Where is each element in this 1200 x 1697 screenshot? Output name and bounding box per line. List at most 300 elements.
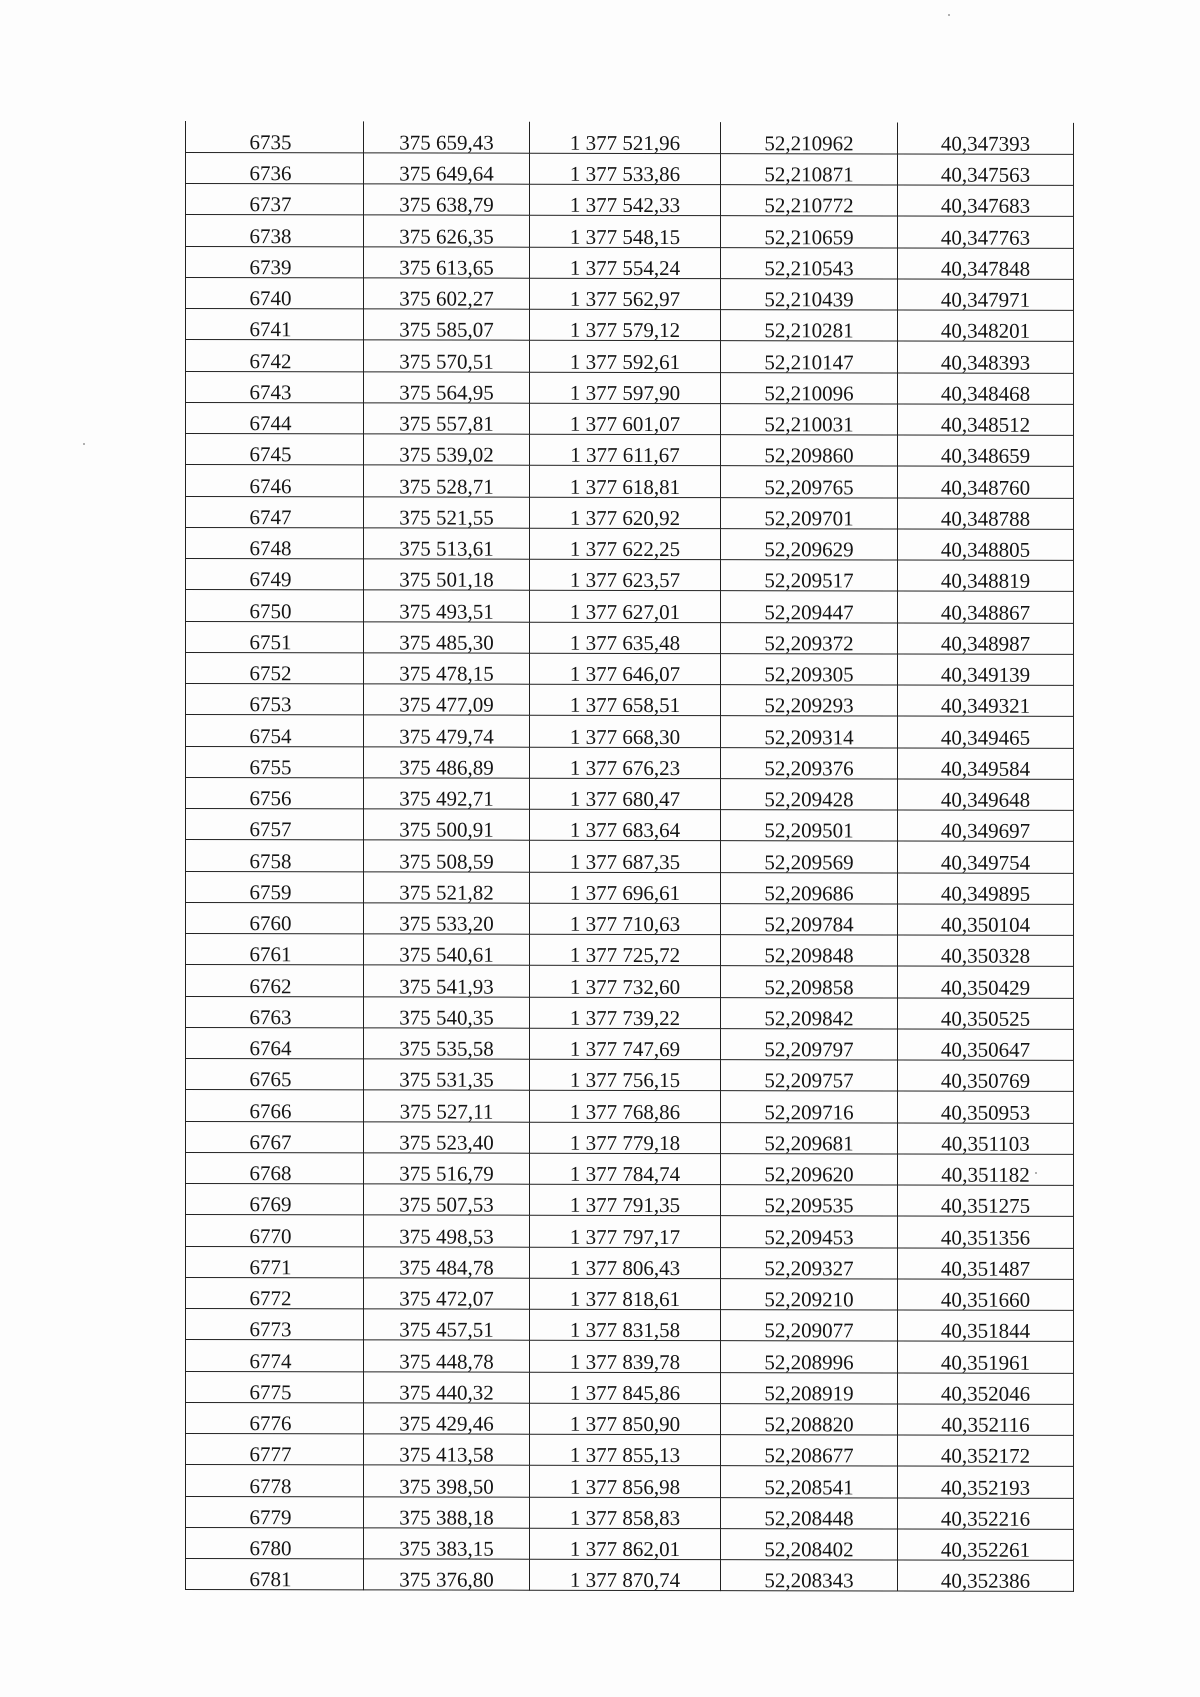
y-coordinate-cell xyxy=(530,278,721,310)
y-coordinate-cell xyxy=(530,559,721,591)
cell-value: 52,209797 xyxy=(764,1037,854,1062)
cell-value: 6779 xyxy=(249,1504,292,1529)
cell-value: 1 377 676,23 xyxy=(569,755,681,780)
y-coordinate-cell xyxy=(530,1528,721,1560)
cell-value: 40,350769 xyxy=(940,1068,1031,1094)
table-row xyxy=(186,152,1074,185)
cell-value: 375 429,46 xyxy=(399,1411,494,1436)
cell-value: 52,209428 xyxy=(764,787,854,812)
table-row xyxy=(186,871,1074,904)
cell-value: 375 528,71 xyxy=(399,473,494,499)
cell-value: 52,209842 xyxy=(764,1005,854,1031)
table-row xyxy=(186,1090,1074,1123)
cell-value: 6760 xyxy=(249,911,292,936)
cell-value: 1 377 725,72 xyxy=(569,943,681,968)
latitude-cell xyxy=(721,216,898,248)
longitude-cell xyxy=(898,1372,1074,1404)
cell-value: 375 485,30 xyxy=(399,630,494,655)
x-coordinate-cell xyxy=(364,215,530,247)
table-row xyxy=(186,215,1074,248)
x-coordinate-cell xyxy=(364,996,530,1028)
y-coordinate-cell xyxy=(530,1465,721,1497)
latitude-cell xyxy=(721,528,898,560)
point-number-cell xyxy=(186,871,364,903)
x-coordinate-cell xyxy=(364,715,530,747)
point-number-cell xyxy=(186,527,364,559)
cell-value: 40,349648 xyxy=(940,787,1031,812)
cell-value: 375 500,91 xyxy=(399,817,494,842)
cell-value: 52,210096 xyxy=(764,380,854,406)
cell-value: 6770 xyxy=(249,1223,292,1248)
latitude-cell xyxy=(721,1185,898,1217)
x-coordinate-cell xyxy=(364,246,530,278)
cell-value: 1 377 533,86 xyxy=(569,161,681,187)
x-coordinate-cell xyxy=(364,403,530,435)
longitude-cell xyxy=(898,654,1074,686)
longitude-cell xyxy=(898,1404,1074,1436)
point-number-cell xyxy=(186,434,364,466)
point-number-cell xyxy=(186,559,364,591)
cell-value: 1 377 542,33 xyxy=(569,193,681,218)
y-coordinate-cell xyxy=(530,1059,721,1091)
x-coordinate-cell xyxy=(364,1028,530,1060)
table-row xyxy=(186,1027,1074,1060)
cell-value: 6769 xyxy=(249,1192,292,1217)
latitude-cell xyxy=(721,372,898,404)
y-coordinate-cell xyxy=(530,1184,721,1216)
point-number-cell xyxy=(186,1090,364,1122)
cell-value: 375 540,35 xyxy=(399,1005,494,1030)
cell-value: 6738 xyxy=(249,223,292,248)
table-row xyxy=(186,496,1074,529)
longitude-cell xyxy=(898,216,1074,248)
cell-value: 52,209701 xyxy=(764,505,854,531)
latitude-cell xyxy=(721,1091,898,1123)
y-coordinate-cell xyxy=(530,1559,721,1591)
cell-value: 52,210659 xyxy=(764,224,854,249)
latitude-cell xyxy=(721,1216,898,1248)
cell-value: 40,348393 xyxy=(940,350,1031,375)
latitude-cell xyxy=(721,1372,898,1404)
point-number-cell xyxy=(186,371,364,403)
latitude-cell xyxy=(721,185,898,217)
point-number-cell xyxy=(186,402,364,434)
cell-value: 40,350525 xyxy=(940,1006,1031,1031)
cell-value: 52,210871 xyxy=(764,162,854,187)
cell-value: 6762 xyxy=(249,973,292,998)
cell-value: 6739 xyxy=(249,254,292,279)
cell-value: 1 377 806,43 xyxy=(569,1255,681,1280)
longitude-cell xyxy=(898,1091,1074,1123)
point-number-cell xyxy=(186,934,364,966)
x-coordinate-cell xyxy=(364,1496,530,1528)
table-row xyxy=(186,246,1074,279)
x-coordinate-cell xyxy=(364,1246,530,1278)
y-coordinate-cell xyxy=(530,153,721,185)
latitude-cell xyxy=(721,966,898,998)
cell-value: 40,352172 xyxy=(940,1443,1031,1469)
table-row xyxy=(186,1059,1074,1092)
y-coordinate-cell xyxy=(530,465,721,497)
longitude-cell xyxy=(898,435,1074,467)
longitude-cell xyxy=(898,185,1074,217)
cell-value: 1 377 862,01 xyxy=(569,1536,681,1562)
longitude-cell xyxy=(898,997,1074,1029)
cell-value: 1 377 548,15 xyxy=(569,224,681,249)
cell-value: 40,351961 xyxy=(940,1350,1031,1375)
longitude-cell xyxy=(898,154,1074,186)
table-row xyxy=(186,559,1074,592)
y-coordinate-cell xyxy=(530,1309,721,1341)
point-number-cell xyxy=(186,996,364,1028)
cell-value: 40,350429 xyxy=(940,975,1031,1000)
x-coordinate-cell xyxy=(364,1059,530,1091)
cell-value: 375 513,61 xyxy=(399,536,494,561)
cell-value: 52,208820 xyxy=(764,1412,854,1437)
longitude-cell xyxy=(898,841,1074,873)
y-coordinate-cell xyxy=(530,997,721,1029)
longitude-cell xyxy=(898,247,1074,279)
longitude-cell xyxy=(898,1466,1074,1498)
longitude-cell xyxy=(898,1341,1074,1373)
cell-value: 1 377 784,74 xyxy=(569,1161,681,1187)
cell-value: 40,351103 xyxy=(941,1131,1030,1156)
x-coordinate-cell xyxy=(364,309,530,341)
cell-value: 6767 xyxy=(249,1129,292,1154)
latitude-cell xyxy=(721,310,898,342)
cell-value: 40,352046 xyxy=(940,1381,1031,1406)
cell-value: 1 377 747,69 xyxy=(569,1036,681,1062)
longitude-cell xyxy=(898,872,1074,904)
cell-value: 1 377 779,18 xyxy=(569,1130,681,1155)
latitude-cell xyxy=(721,1278,898,1310)
cell-value: 375 540,61 xyxy=(399,942,494,967)
cell-value: 375 602,27 xyxy=(399,286,494,311)
point-number-cell xyxy=(186,777,364,809)
cell-value: 40,349895 xyxy=(940,881,1031,906)
point-number-cell xyxy=(186,277,364,309)
y-coordinate-cell xyxy=(530,622,721,654)
cell-value: 1 377 562,97 xyxy=(569,286,681,312)
table-row xyxy=(186,1309,1074,1342)
cell-value: 6759 xyxy=(249,879,292,904)
point-number-cell xyxy=(186,1559,364,1591)
table-row xyxy=(186,1465,1074,1498)
longitude-cell xyxy=(898,1029,1074,1061)
cell-value: 1 377 521,96 xyxy=(569,130,681,155)
table-row xyxy=(186,371,1074,404)
longitude-cell xyxy=(898,560,1074,592)
cell-value: 375 493,51 xyxy=(399,598,494,624)
table-row xyxy=(186,309,1074,342)
x-coordinate-cell xyxy=(364,559,530,591)
cell-value: 1 377 831,58 xyxy=(569,1318,681,1343)
table-row xyxy=(186,465,1074,498)
point-number-cell xyxy=(186,809,364,841)
cell-value: 52,210031 xyxy=(764,412,854,437)
cell-value: 1 377 646,07 xyxy=(569,661,681,687)
point-number-cell xyxy=(186,184,364,216)
scan-speck xyxy=(948,14,950,16)
coordinates-table xyxy=(185,121,1074,1592)
table-row xyxy=(186,121,1074,154)
latitude-cell xyxy=(721,278,898,310)
point-number-cell xyxy=(186,152,364,184)
latitude-cell xyxy=(721,935,898,967)
cell-value: 52,208448 xyxy=(764,1505,854,1531)
cell-value: 375 479,74 xyxy=(399,723,494,749)
latitude-cell xyxy=(721,903,898,935)
x-coordinate-cell xyxy=(364,371,530,403)
cell-value: 40,349697 xyxy=(940,818,1031,844)
x-coordinate-cell xyxy=(364,465,530,497)
latitude-cell xyxy=(721,1560,898,1592)
cell-value: 375 477,09 xyxy=(399,692,494,717)
table-row xyxy=(186,434,1074,467)
cell-value: 375 570,51 xyxy=(399,348,494,374)
cell-value: 6753 xyxy=(249,692,292,717)
y-coordinate-cell xyxy=(530,1497,721,1529)
x-coordinate-cell xyxy=(364,1278,530,1310)
cell-value: 52,208677 xyxy=(764,1443,854,1468)
cell-value: 40,348760 xyxy=(940,475,1031,500)
cell-value: 6752 xyxy=(249,661,292,686)
longitude-cell xyxy=(898,1060,1074,1092)
x-coordinate-cell xyxy=(364,871,530,903)
cell-value: 375 521,55 xyxy=(399,505,494,530)
cell-value: 375 531,35 xyxy=(399,1067,494,1092)
cell-value: 52,209757 xyxy=(764,1068,854,1093)
x-coordinate-cell xyxy=(364,1528,530,1560)
y-coordinate-cell xyxy=(530,1434,721,1466)
cell-value: 40,348788 xyxy=(940,506,1031,531)
x-coordinate-cell xyxy=(364,184,530,216)
cell-value: 1 377 680,47 xyxy=(569,786,681,812)
y-coordinate-cell xyxy=(530,215,721,247)
coordinates-table-body xyxy=(186,121,1074,1592)
cell-value: 6742 xyxy=(249,348,292,373)
cell-value: 6771 xyxy=(249,1254,292,1279)
point-number-cell xyxy=(186,1215,364,1247)
y-coordinate-cell xyxy=(530,372,721,404)
cell-value: 375 613,65 xyxy=(399,255,494,280)
cell-value: 40,350328 xyxy=(940,943,1031,969)
x-coordinate-cell xyxy=(364,1153,530,1185)
cell-value: 52,209447 xyxy=(764,599,854,624)
longitude-cell xyxy=(898,341,1074,373)
latitude-cell xyxy=(721,1060,898,1092)
table-row xyxy=(186,684,1074,717)
cell-value: 40,348867 xyxy=(940,600,1031,625)
cell-value: 375 523,40 xyxy=(399,1130,494,1155)
cell-value: 40,348468 xyxy=(940,381,1031,406)
y-coordinate-cell xyxy=(530,1153,721,1185)
longitude-cell xyxy=(898,810,1074,842)
longitude-cell xyxy=(898,404,1074,436)
table-row xyxy=(186,902,1074,935)
cell-value: 1 377 791,35 xyxy=(569,1193,681,1218)
point-number-cell xyxy=(186,684,364,716)
cell-value: 6764 xyxy=(249,1036,292,1061)
cell-value: 40,347563 xyxy=(940,162,1031,187)
table-row xyxy=(186,1434,1074,1467)
cell-value: 40,348659 xyxy=(940,443,1031,469)
cell-value: 375 376,80 xyxy=(399,1567,494,1592)
y-coordinate-cell xyxy=(530,965,721,997)
point-number-cell xyxy=(186,1184,364,1216)
longitude-cell xyxy=(898,1560,1074,1592)
point-number-cell xyxy=(186,715,364,747)
cell-value: 52,210439 xyxy=(764,287,854,312)
table-row xyxy=(186,1340,1074,1373)
latitude-cell xyxy=(721,872,898,904)
cell-value: 52,208541 xyxy=(764,1474,854,1499)
cell-value: 40,349465 xyxy=(940,725,1031,750)
cell-value: 52,210281 xyxy=(764,318,854,343)
table-row xyxy=(186,277,1074,310)
cell-value: 375 649,64 xyxy=(399,161,494,186)
cell-value: 52,209517 xyxy=(764,568,854,593)
longitude-cell xyxy=(898,779,1074,811)
cell-value: 1 377 618,81 xyxy=(569,474,681,499)
latitude-cell xyxy=(721,122,898,154)
y-coordinate-cell xyxy=(530,1028,721,1060)
y-coordinate-cell xyxy=(530,1215,721,1247)
cell-value: 6761 xyxy=(249,942,292,967)
cell-value: 1 377 683,64 xyxy=(569,818,681,843)
cell-value: 375 398,50 xyxy=(399,1473,494,1499)
table-row xyxy=(186,1527,1074,1560)
cell-value: 40,351487 xyxy=(940,1256,1031,1281)
cell-value: 6741 xyxy=(249,317,292,342)
latitude-cell xyxy=(721,560,898,592)
latitude-cell xyxy=(721,1028,898,1060)
cell-value: 375 472,07 xyxy=(399,1286,494,1311)
latitude-cell xyxy=(721,1528,898,1560)
x-coordinate-cell xyxy=(364,934,530,966)
y-coordinate-cell xyxy=(530,715,721,747)
x-coordinate-cell xyxy=(364,746,530,778)
cell-value: 375 564,95 xyxy=(399,380,494,405)
x-coordinate-cell xyxy=(364,903,530,935)
latitude-cell xyxy=(721,591,898,623)
cell-value: 52,209569 xyxy=(764,849,854,874)
cell-value: 1 377 687,35 xyxy=(569,849,681,874)
cell-value: 6749 xyxy=(249,567,292,592)
latitude-cell xyxy=(721,1153,898,1185)
x-coordinate-cell xyxy=(364,1465,530,1497)
cell-value: 52,210147 xyxy=(764,349,854,374)
cell-value: 40,350647 xyxy=(940,1037,1031,1062)
cell-value: 375 388,18 xyxy=(399,1505,494,1530)
cell-value: 375 457,51 xyxy=(399,1317,494,1342)
cell-value: 40,352116 xyxy=(941,1412,1030,1437)
table-row xyxy=(186,1277,1074,1310)
latitude-cell xyxy=(721,810,898,842)
cell-value: 40,347763 xyxy=(940,225,1031,250)
x-coordinate-cell xyxy=(364,121,530,153)
cell-value: 1 377 658,51 xyxy=(569,693,681,718)
latitude-cell xyxy=(721,997,898,1029)
table-row xyxy=(186,746,1074,779)
cell-value: 375 501,18 xyxy=(399,567,494,592)
y-coordinate-cell xyxy=(530,809,721,841)
y-coordinate-cell xyxy=(530,340,721,372)
cell-value: 6777 xyxy=(249,1442,292,1467)
x-coordinate-cell xyxy=(364,1121,530,1153)
table-row xyxy=(186,715,1074,748)
cell-value: 1 377 635,48 xyxy=(569,630,681,655)
cell-value: 6750 xyxy=(249,598,292,623)
longitude-cell xyxy=(898,591,1074,623)
longitude-cell xyxy=(898,1497,1074,1529)
cell-value: 52,209784 xyxy=(764,912,854,937)
y-coordinate-cell xyxy=(530,1122,721,1154)
cell-value: 1 377 756,15 xyxy=(569,1068,681,1093)
cell-value: 6751 xyxy=(249,629,292,654)
cell-value: 1 377 554,24 xyxy=(569,255,681,280)
cell-value: 1 377 818,61 xyxy=(569,1286,681,1312)
cell-value: 1 377 623,57 xyxy=(569,568,681,593)
table-row xyxy=(186,1246,1074,1279)
longitude-cell xyxy=(898,1279,1074,1311)
cell-value: 6774 xyxy=(249,1348,292,1373)
point-number-cell xyxy=(186,465,364,497)
cell-value: 52,208919 xyxy=(764,1380,854,1406)
point-number-cell xyxy=(186,746,364,778)
x-coordinate-cell xyxy=(364,590,530,622)
cell-value: 6748 xyxy=(249,536,292,561)
cell-value: 40,350953 xyxy=(940,1100,1031,1125)
longitude-cell xyxy=(898,1154,1074,1186)
point-number-cell xyxy=(186,215,364,247)
cell-value: 6747 xyxy=(249,504,292,529)
table-row xyxy=(186,340,1074,373)
cell-value: 52,210772 xyxy=(764,193,854,218)
cell-value: 40,351844 xyxy=(940,1318,1031,1344)
cell-value: 40,347683 xyxy=(940,193,1031,219)
latitude-cell xyxy=(721,403,898,435)
longitude-cell xyxy=(898,122,1074,154)
cell-value: 40,351356 xyxy=(940,1225,1031,1250)
table-row xyxy=(186,777,1074,810)
cell-value: 375 440,32 xyxy=(399,1380,494,1405)
y-coordinate-cell xyxy=(530,309,721,341)
cell-value: 375 508,59 xyxy=(399,848,494,874)
table-row xyxy=(186,1121,1074,1154)
cell-value: 52,209629 xyxy=(764,537,854,562)
cell-value: 52,210543 xyxy=(764,255,854,281)
longitude-cell xyxy=(898,1310,1074,1342)
cell-value: 40,351182 xyxy=(941,1162,1030,1187)
longitude-cell xyxy=(898,466,1074,498)
longitude-cell xyxy=(898,497,1074,529)
cell-value: 1 377 668,30 xyxy=(569,724,681,749)
point-number-cell xyxy=(186,1059,364,1091)
cell-value: 375 498,53 xyxy=(399,1223,494,1249)
cell-value: 1 377 696,61 xyxy=(569,880,681,905)
y-coordinate-cell xyxy=(530,434,721,466)
cell-value: 52,209305 xyxy=(764,662,854,687)
latitude-cell xyxy=(721,153,898,185)
cell-value: 375 533,20 xyxy=(399,911,494,936)
cell-value: 375 486,89 xyxy=(399,755,494,780)
x-coordinate-cell xyxy=(364,684,530,716)
latitude-cell xyxy=(721,1435,898,1467)
y-coordinate-cell xyxy=(530,590,721,622)
y-coordinate-cell xyxy=(530,1340,721,1372)
cell-value: 52,210962 xyxy=(764,130,854,156)
